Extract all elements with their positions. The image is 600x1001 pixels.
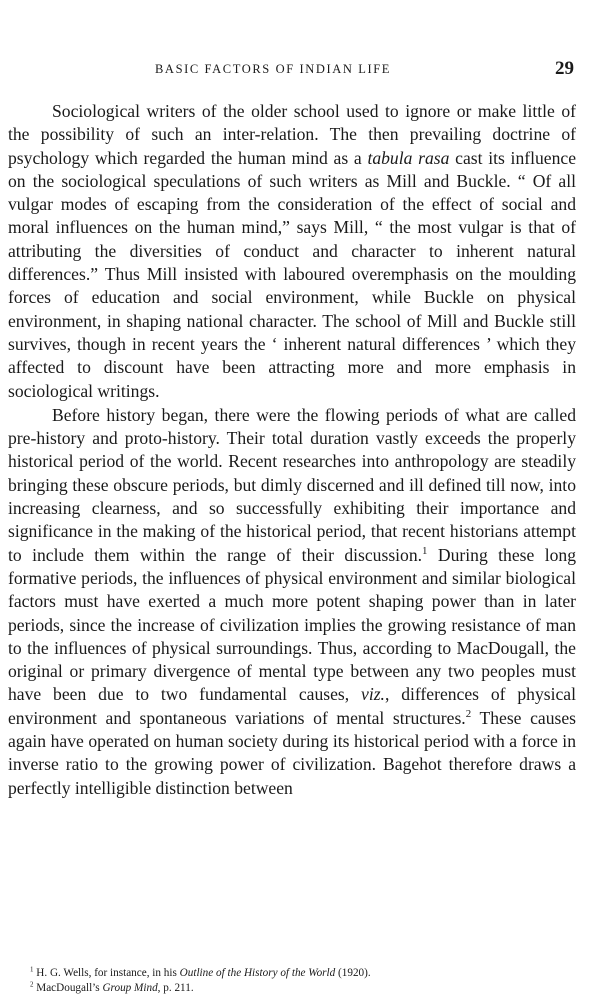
- paragraph: [8, 100, 576, 403]
- italic-text: tabula rasa: [367, 147, 450, 168]
- text-run: These causes again have operated on human society during its historical period with a force in inverse ratio to the growing power of civilization. Bagehot therefore draws a perfectly intelligible distinction between: [8, 707, 577, 798]
- text-run: , differences of physical environment and spontaneous variations of mental structures.: [8, 684, 576, 728]
- footnotes: [30, 966, 575, 996]
- footnote-marker: 1: [30, 965, 34, 974]
- text-run: H. G. Wells, for instance, in his: [33, 967, 180, 979]
- italic-text: Group Mind: [102, 982, 158, 994]
- text-run: , p. 211.: [157, 982, 194, 994]
- text-run: cast its influence on the sociological speculations of such writers as Mill and Buckle. “ Of all vulgar modes of escaping from the consideration of the effect of social and moral influences on the human mind,” says Mill, “ the most vulgar is that of attributing the diversities of conduct and character to inherent natural differences.” Thus Mill insisted with laboured overemphasis on the moulding forces of education and social environment, while Buckle on physical environment, in shaping national character. The school of Mill and Buckle still survives, though in recent years the ‘ inherent natural differences ’ which they affected to discount have been attracting more and more emphasis in sociological writings.: [8, 147, 577, 401]
- text-run: During these long formative periods, the influences of physical environment and similar biological factors must have exerted a much more potent shaping power than in later periods, since the increase of civilization implies the growing resistance of man to the influences of physical surroundings. Thus, according to MacDougall, the original or primary divergence of mental type between any two peoples must have been due to two fundamental causes,: [8, 544, 576, 705]
- running-head: [0, 58, 600, 82]
- footnote-marker: 1: [422, 544, 428, 557]
- running-title: BASIC FACTORS OF INDIAN LIFE: [155, 62, 392, 76]
- footnote: [30, 966, 575, 981]
- footnote-marker: 2: [465, 707, 472, 720]
- text-run: Before history began, there were the flowing periods of what are called pre-history and proto-history. Their total duration vastly exceeds the properly historical period of the world. Recent researches into anthropology are steadily bringing these obscure periods, but dimly discerned and ill defined till now, into increasing clearness, and so successfully exhibiting their importance and significance in the making of the historical period, that recent historians attempt to include them within the range of their discussion.: [8, 404, 576, 565]
- paragraph: [8, 404, 576, 800]
- text-run: MacDougall’s: [33, 982, 103, 994]
- page-number: 29: [555, 58, 574, 79]
- italic-text: Outline of the History of the World: [179, 967, 336, 979]
- body-text: [8, 100, 576, 800]
- footnote: [30, 981, 575, 996]
- footnote-marker: 2: [30, 980, 34, 989]
- text-run: (1920).: [335, 967, 371, 979]
- text-run: Sociological writers of the older school used to ignore or make little of the possibility of such an inter-relation. The then prevailing doctrine of psychology which regarded the human mind as a: [8, 101, 576, 168]
- italic-text: viz.: [361, 684, 385, 705]
